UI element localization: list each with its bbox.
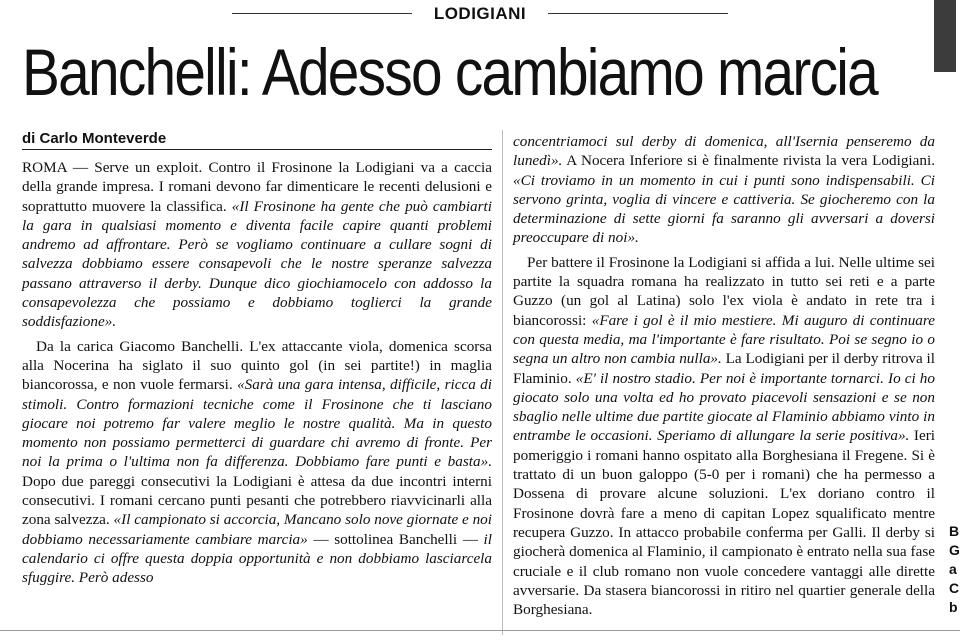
- quote-run: «Sarà una gara intensa, difficile, ricca di stimoli. Contro formazioni tecniche come il Frosinone che ti lasciano giocare noi potremo far valere meglio le nostre qualità. Ma in questo momento non possiamo permetterci di guardare chi avremo di fronte. Per noi la prima o l'ultima non fa differenza. Dobbiamo fare punti e basta».: [22, 376, 492, 471]
- quote-run: il calendario ci offre questa doppia opportunità e non dobbiamo lasciarcela sfuggire. Però adesso: [22, 530, 492, 587]
- scan-edge-mark: [934, 0, 956, 72]
- quote-run: «Ci troviamo in un momento in cui i punti sono indispensabili. Ci servono grinta, voglia di vincere e cattiveria. Se giocheremo con la determinazione di sette giorni fa saranno gli avversari a doversi preoccupare di noi».: [513, 171, 935, 247]
- fragment-letter: B: [949, 523, 960, 539]
- paragraph-2: [22, 337, 492, 588]
- fragment-letter: C: [949, 580, 960, 596]
- section-header: LODIGIANI: [433, 4, 527, 23]
- paragraph-3: [513, 132, 935, 248]
- paragraph-1: [22, 158, 492, 332]
- text-run: Per battere il Frosinone la Lodigiani si affida a lui. Nelle ultime sei partite la squadra romana ha realizzato in tutto sei reti e a parte Guzzo (un gol al Latina) solo l'ex viola è andato in rete tra i biancorossi:: [513, 253, 935, 329]
- byline: di Carlo Monteverde: [22, 130, 492, 150]
- text-run: — sottolinea Banchelli —: [307, 530, 484, 548]
- text-run: A Nocera Inferiore si è finalmente rivista la vera Lodigiani.: [562, 152, 935, 170]
- column-divider: [502, 130, 503, 635]
- article-column-left: [22, 158, 492, 593]
- quote-run: «Il Frosinone ha gente che può cambiarti la gara in qualsiasi momento e diventa facile capire quanti problemi andremo ad affrontare. Però se vogliamo continuare a cullare sogni di salvezza dobbiamo essere consapevoli che le nostre speranze salvezza passano attraverso il derby. Dunque dico giochiamocelo con addosso la consapevolezza che possiamo e dobbiamo toglierci la grande soddisfazione».: [22, 197, 492, 331]
- fragment-letter: G: [949, 542, 960, 558]
- text-run: Da la carica Giacomo Banchelli. L'ex attaccante viola, domenica scorsa alla Nocerina ha siglato il suo quinto gol (in sei partite!) in maglia biancorossa, e non vuole fermarsi.: [22, 337, 492, 394]
- fragment-letter: a: [949, 561, 957, 577]
- quote-run: «Fare i gol è il mio mestiere. Mi auguro di continuare con questa media, ma l'importante è fare risultato. Poi se segno io o segna un altro non cambia nulla».: [513, 311, 935, 368]
- quote-run: concentriamoci sul derby di domenica, all'Isernia penseremo da lunedì».: [513, 133, 935, 170]
- paragraph-4: [513, 253, 935, 620]
- text-run: Ieri pomeriggio i romani hanno ospitato alla Borghesiana il Fregene. Si è trattato di un buon galoppo (5-0 per i romani) che ha permesso a Dossena di provare alcune soluzioni. L'ex doriano contro il Frosinone dovrà fare a meno di capitan Lopez squalificato mentre recupera Guzzo. In attacco probabile conferma per Galli. Il derby si giocherà domenica al Flaminio, il campionato è entrato nella sua fase cruciale e il club romano non vuole concedere vantaggi alle dirette avversarie. Da stasera biancorossi in ritiro nel quartier generale della Borghesiana.: [513, 427, 936, 619]
- section-rule-right: [548, 13, 728, 14]
- bottom-rule: [0, 630, 960, 631]
- headline: Banchelli: Adesso cambiamo marcia: [22, 35, 877, 109]
- fragment-letter: b: [949, 599, 958, 615]
- quote-run: «E' il nostro stadio. Per noi è importante tornarci. Io ci ho giocato solo una volta ed ho provato piacevoli sensazioni e se non sbaglio nelle ultime due partite giocate al Flaminio abbiamo vinto in entrambe le occasioni. Speriamo di allungare la serie positiva».: [513, 369, 935, 445]
- text-run: Dopo due pareggi consecutivi la Lodigiani è attesa da due incontri interni consecutivi. I romani cercano punti pesanti che potrebbero riavvicinarli alla zona salvezza.: [22, 472, 492, 529]
- quote-run: «Il campionato si accorcia, Mancano solo nove giornate e noi dobbiamo necessariamente cambiare marcia»: [22, 511, 492, 548]
- text-run: La Lodigiani per il derby ritrova il Flaminio.: [513, 350, 936, 387]
- article-column-right: [513, 132, 935, 624]
- text-run: ROMA — Serve un exploit. Contro il Frosinone la Lodigiani va a caccia della grande impresa. I romani devono far dimenticare le recenti delusioni e soprattutto muovere la classifica.: [22, 159, 492, 215]
- adjacent-article-fragment: [949, 522, 960, 617]
